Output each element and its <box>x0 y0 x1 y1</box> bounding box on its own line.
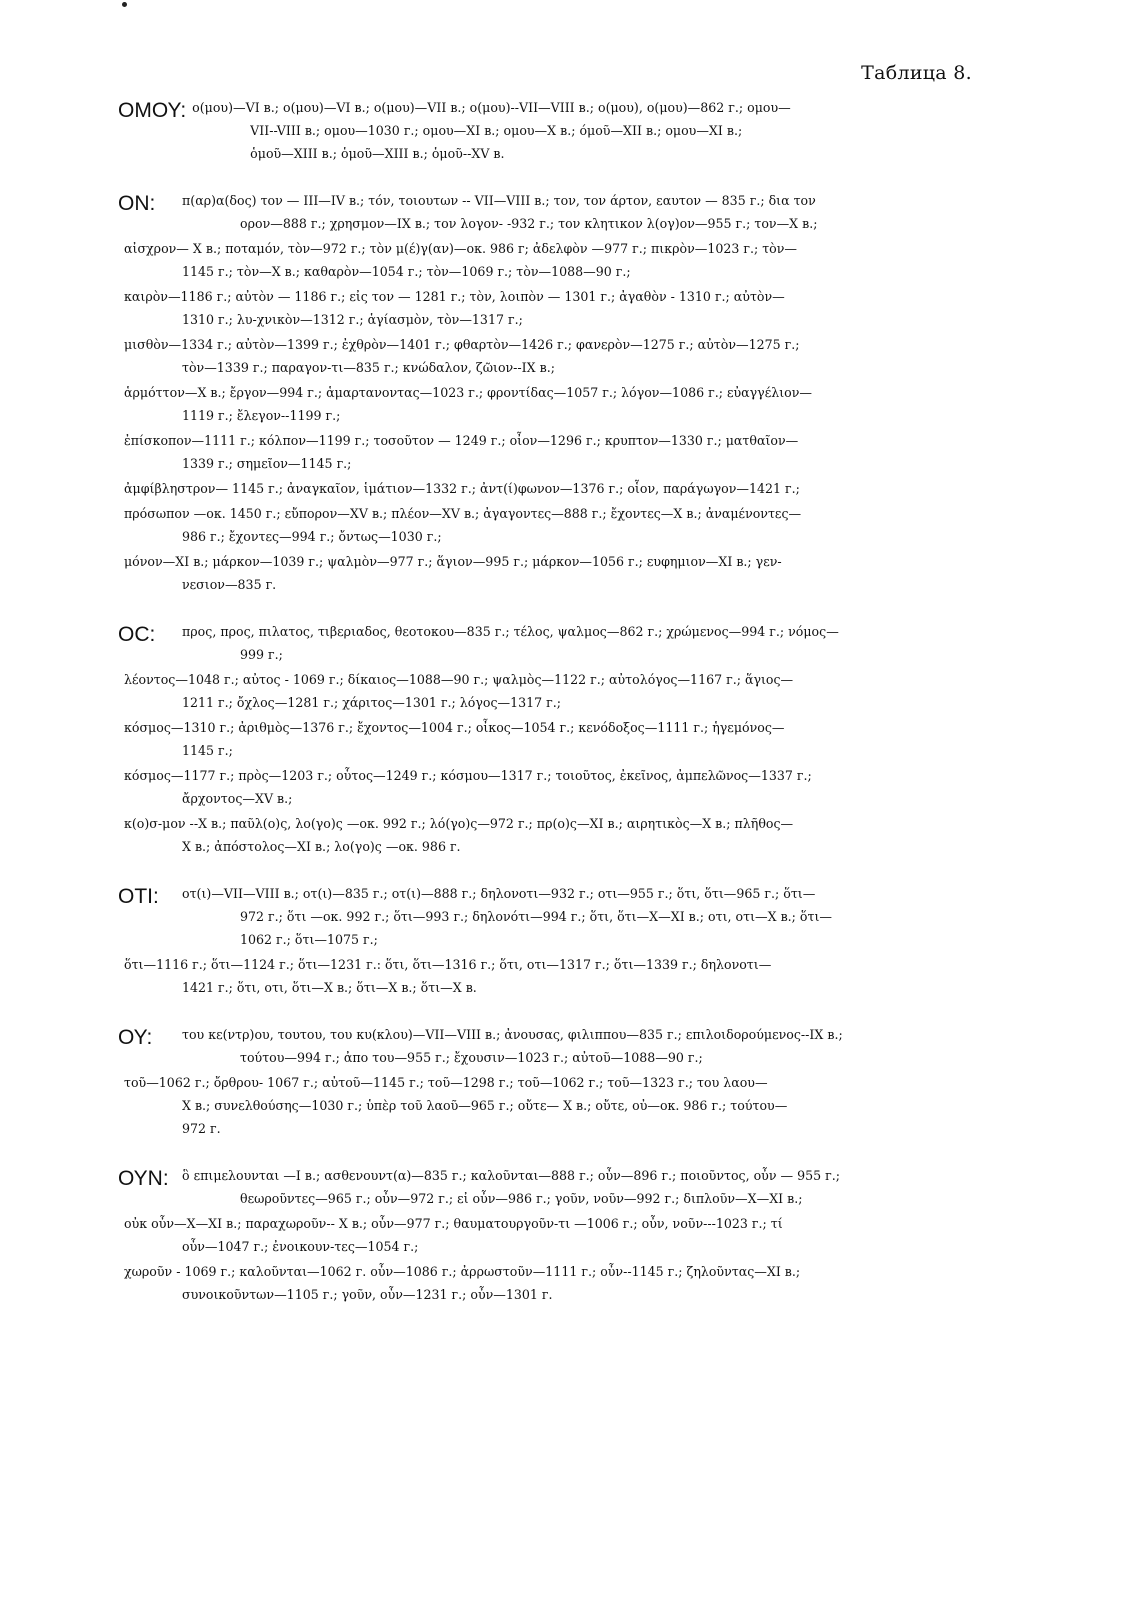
entry-body <box>124 1166 1008 1308</box>
text-line: οτ(ι)—VII—VIII в.; οτ(ι)—835 г.; οτ(ι)—888 г.; δηλονοτι—932 г.; οτι—955 г.; ὅτι, ὅτι—965 г.; ὅτι— <box>182 886 816 901</box>
text-line: θεωροῦντες—965 г.; οὖν—972 г.; εἰ οὖν—986 г.; γοῦν, νοῦν—992 г.; διπλοῦν—X—XI в.; <box>240 1191 803 1206</box>
text-line: οὖν—1047 г.; ἐνοικουν-τες—1054 г.; <box>182 1239 419 1254</box>
paragraph <box>124 335 1008 377</box>
text-line: του κε(ντρ)ου, τουτου, του κυ(κλου)—VII—VIII в.; ἀνουσας, φιλιππου—835 г.; επιλοιδορούμενος--IX в.; <box>182 1027 843 1042</box>
entry-body <box>192 98 1008 167</box>
entry-body <box>124 884 1008 1001</box>
entry <box>118 884 1008 1001</box>
text-line: ὅτι—1116 г.; ὅτι—1124 г.; ὅτι—1231 г.: ὅτι, ὅτι—1316 г.; ὅτι, οτι—1317 г.; ὅτι—1339 г.; δηλονοτι— <box>124 957 772 972</box>
text-line: κόσμος—1177 г.; πρὸς—1203 г.; οὗτος—1249 г.; κόσμου—1317 г.; τοιοῦτος, ἐκεῖνος, ἀμπελῶνος—1337 г.; <box>124 768 812 783</box>
paragraph <box>124 383 1008 425</box>
entry-head: ΟΝ: <box>118 192 156 215</box>
text-line: κ(ο)σ-μον --X в.; παῦλ(ο)ς, λο(γο)ς —ок. 992 г.; λό(γο)ς—972 г.; πρ(ο)ς—XI в.; αιρητικὸς—X в.; πλῆθος— <box>124 816 794 831</box>
paragraph <box>182 884 1008 949</box>
text-line: 1062 г.; ὅτι—1075 г.; <box>240 932 378 947</box>
entry <box>118 622 1008 860</box>
paragraph <box>192 98 1008 163</box>
paragraph <box>124 479 1008 498</box>
text-line: πρόσωπον —ок. 1450 г.; εὔπορον—XV в.; πλέον—XV в.; ἀγαγοντες—888 г.; ἔχοντες—X в.; ἀναμένοντες— <box>124 506 802 521</box>
paragraph <box>124 552 1008 594</box>
paragraph <box>124 431 1008 473</box>
text-line: 972 г.; ὅτι —ок. 992 г.; ὅτι—993 г.; δηλονότι—994 г.; ὅτι, ὅτι—X—XI в.; οτι, οτι—X в.; ὅτι— <box>240 909 832 924</box>
text-line: X в.; συνελθούσης—1030 г.; ὑπὲρ τοῦ λαοῦ—965 г.; οὔτε— X в.; οὔτε, οὐ—ок. 986 г.; τούτου— <box>182 1098 788 1113</box>
text-line: λέοντος—1048 г.; αὐτος - 1069 г.; δίκαιος—1088—90 г.; ψαλμὸς—1122 г.; αὐτολόγος—1167 г.; ἅγιος— <box>124 672 794 687</box>
text-line: οὐκ οὖν—X—XI в.; παραχωροῦν-- X в.; οὖν—977 г.; θαυματουργοῦν-τι —1006 г.; οὖν, νοῦν---1023 г.; τί <box>124 1216 783 1231</box>
text-line: X в.; ἀπόστολος—XI в.; λο(γο)ς —ок. 986 г. <box>182 839 461 854</box>
text-line: ορον—888 г.; χρησμον—IX в.; τον λογον- -932 г.; τον κλητικον λ(ογ)ον—955 г.; τον—X в.; <box>240 216 818 231</box>
entry <box>118 1025 1008 1142</box>
text-line: 1145 г.; τὸν—X в.; καθαρὸν—1054 г.; τὸν—1069 г.; τὸν—1088—90 г.; <box>182 264 631 279</box>
text-line: χωροῦν - 1069 г.; καλοῦνται—1062 г. οὖν—1086 г.; ἀρρωστοῦν—1111 г.; οὖν--1145 г.; ζηλοῦντας—XI в.; <box>124 1264 801 1279</box>
text-line: 972 г. <box>182 1121 221 1136</box>
text-line: μισθὸν—1334 г.; αὐτὸν—1399 г.; ἐχθρὸν—1401 г.; φθαρτὸν—1426 г.; φανερὸν—1275 г.; αὐτὸν—1275 г.; <box>124 337 800 352</box>
paragraph <box>182 622 1008 664</box>
paragraph <box>124 1214 1008 1256</box>
text-line: τούτου—994 г.; ἀπο του—955 г.; ἔχουσιν—1023 г.; αὐτοῦ—1088—90 г.; <box>240 1050 703 1065</box>
paragraph <box>124 504 1008 546</box>
text-line: 1145 г.; <box>182 743 233 758</box>
text-line: ὁμοῦ—XIII в.; ὁμοῦ—XIII в.; ὁμοῦ--XV в. <box>250 146 505 161</box>
paragraph <box>182 1025 1008 1067</box>
paragraph <box>124 1262 1008 1304</box>
text-line: προς, προς, πιλατος, τιβεριαδος, θεοτοκου—835 г.; τέλος, ψαλμος—862 г.; χρώμενος—994 г.; νόμος— <box>182 624 839 639</box>
text-line: ἀμφίβληστρον— 1145 г.; ἀναγκαῖον, ἱμάτιον—1332 г.; ἀντ(ί)φωνον—1376 г.; οἷον, παράγωγον—1421 г.; <box>124 481 800 496</box>
paragraph <box>124 670 1008 712</box>
text-line: 1421 г.; ὅτι, οτι, ὅτι—X в.; ὅτι—X в.; ὅτι—X в. <box>182 980 477 995</box>
text-line: καιρὸν—1186 г.; αὐτὸν — 1186 г.; εἰς τον — 1281 г.; τὸν, λοιπὸν — 1301 г.; ἀγαθὸν - 1310 г.; αὐτὸν— <box>124 289 785 304</box>
text-line: 1310 г.; λυ-χνικὸν—1312 г.; ἁγίασμὸν, τὸν—1317 г.; <box>182 312 523 327</box>
text-line: π(αρ)α(δος) τον — III—IV в.; τόν, τοιουτων -- VII—VIII в.; τον, τον άρτον, εαυτον — 835 г.; δια τον <box>182 193 816 208</box>
text-line: VII--VIII в.; ομου—1030 г.; ομου—XI в.; ομου—X в.; όμοῦ—XII в.; ομου—XI в.; <box>250 123 743 138</box>
entry-head: ΟΥ: <box>118 1026 153 1049</box>
text-line: 986 г.; ἔχοντες—994 г.; ὄντως—1030 г.; <box>182 529 442 544</box>
entry-head: ΟC: <box>118 623 156 646</box>
text-line: τὸν—1339 г.; παραγον-τι—835 г.; κνώδαλον, ζῶιον--IX в.; <box>182 360 555 375</box>
entry <box>118 98 1008 167</box>
text-line: 999 г.; <box>240 647 283 662</box>
entry-body <box>124 191 1008 598</box>
paragraph <box>124 718 1008 760</box>
entry <box>118 1166 1008 1308</box>
text-line: συνοικοῦντων—1105 г.; γοῦν, οὖν—1231 г.; οὖν—1301 г. <box>182 1287 553 1302</box>
text-line: μόνον—XI в.; μάρκον—1039 г.; ψαλμὸν—977 г.; ἅγιον—995 г.; μάρκον—1056 г.; ευφημιον—XI в.; γεν- <box>124 554 782 569</box>
entry-body <box>124 1025 1008 1142</box>
text-line: ἄρχοντος—XV в.; <box>182 791 293 806</box>
paragraph <box>182 1166 1008 1208</box>
paragraph <box>182 191 1008 233</box>
text-line: ο(μου)—VI в.; ο(μου)—VI в.; ο(μου)—VII в.; ο(μου)--VII—VIII в.; ο(μου), ο(μου)—862 г.; ομου— <box>192 100 791 115</box>
text-line: κόσμος—1310 г.; ἀριθμὸς—1376 г.; ἔχοντος—1004 г.; οἶκος—1054 г.; κενόδοξος—1111 г.; ἡγεμόνος— <box>124 720 785 735</box>
entry-head: ΟΤΙ: <box>118 885 159 908</box>
text-line: 1339 г.; σημεῖον—1145 г.; <box>182 456 352 471</box>
text-line: ὃ επιμελουνται —I в.; ασθενουντ(α)—835 г.; καλοῦνται—888 г.; οὖν—896 г.; ποιοῦντος, οὖν — 955 г.; <box>182 1168 840 1183</box>
text-line: ἐπίσκοπον—1111 г.; κόλπον—1199 г.; τοσοῦτον — 1249 г.; οἶον—1296 г.; κρυπτον—1330 г.; ματθαῖον— <box>124 433 799 448</box>
paragraph <box>124 766 1008 808</box>
entry-head: ΟΥΝ: <box>118 1167 169 1190</box>
text-line: αἰσχρον— X в.; ποταμόν, τὸν—972 г.; τὸν μ(έ)γ(αν)—ок. 986 г; ἀδελφὸν —977 г.; πικρὸν—1023 г.; τὸν— <box>124 241 798 256</box>
paragraph <box>124 955 1008 997</box>
paragraph <box>124 1073 1008 1138</box>
paragraph <box>124 287 1008 329</box>
index-table <box>118 98 1008 1332</box>
page-title: Таблица 8. <box>861 62 972 84</box>
text-line: τοῦ—1062 г.; ὄρθρου- 1067 г.; αὐτοῦ—1145 г.; τοῦ—1298 г.; τοῦ—1062 г.; τοῦ—1323 г.; του λαου— <box>124 1075 768 1090</box>
entry <box>118 191 1008 598</box>
entry-head: ΟΜΟΥ: <box>118 99 187 122</box>
page-mark <box>122 2 127 7</box>
text-line: 1211 г.; ὄχλος—1281 г.; χάριτος—1301 г.; λόγος—1317 г.; <box>182 695 562 710</box>
text-line: ἁρμόττον—X в.; ἔργον—994 г.; ἁμαρτανοντας—1023 г.; φροντίδας—1057 г.; λόγον—1086 г.; εὐαγγέλιον— <box>124 385 812 400</box>
text-line: νεσιον—835 г. <box>182 577 277 592</box>
text-line: 1119 г.; ἔλεγον--1199 г.; <box>182 408 341 423</box>
paragraph <box>124 814 1008 856</box>
paragraph <box>124 239 1008 281</box>
